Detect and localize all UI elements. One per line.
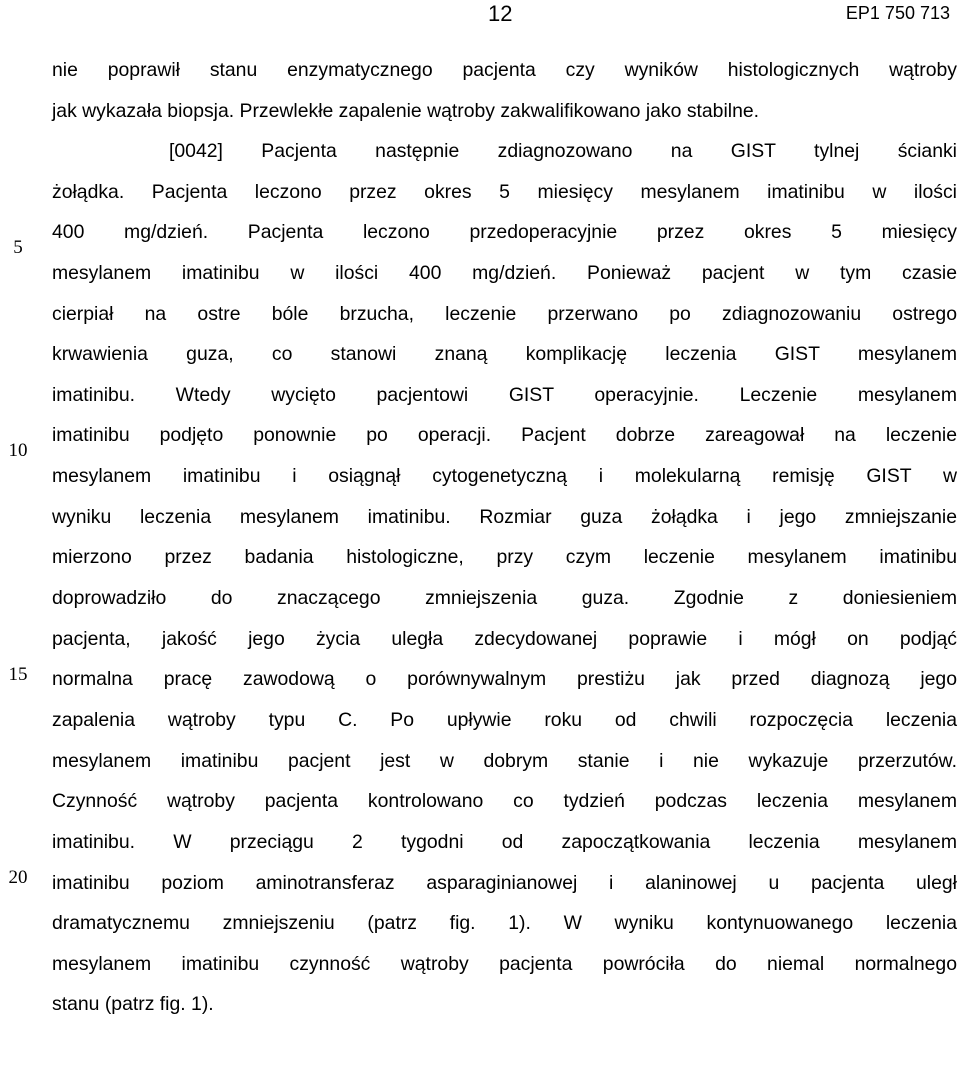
text-line: Czynność wątroby pacjenta kontrolowano co tydzień podczas leczenia mesylanem bbox=[52, 790, 957, 813]
document-id: EP1 750 713 bbox=[845, 3, 950, 23]
text-line: dramatycznemu zmniejszeniu (patrz fig. 1). W wyniku kontynuowanego leczenia bbox=[52, 912, 957, 935]
text-line: wyniku leczenia mesylanem imatinibu. Rozmiar guza żołądka i jego zmniejszanie bbox=[52, 505, 957, 528]
text-line: mesylanem imatinibu pacjent jest w dobrym stanie i nie wykazuje przerzutów. bbox=[52, 749, 957, 772]
text-line: nie poprawił stanu enzymatycznego pacjenta czy wyników histologicznych wątroby bbox=[52, 59, 957, 81]
line-number-15: 15 bbox=[8, 664, 28, 685]
text-line: stanu (patrz fig. 1). bbox=[52, 993, 214, 1016]
text-line: normalna pracę zawodową o porównywalnym prestiżu jak przed diagnozą jego bbox=[52, 668, 957, 691]
text-line: żołądka. Pacjenta leczono przez okres 5 miesięcy mesylanem imatinibu w ilości bbox=[52, 180, 957, 203]
text-line: imatinibu. Wtedy wycięto pacjentowi GIST operacyjnie. Leczenie mesylanem bbox=[52, 383, 957, 406]
text-line: imatinibu podjęto ponownie po operacji. Pacjent dobrze zareagował na leczenie bbox=[52, 424, 957, 447]
page-number: 12 bbox=[488, 1, 513, 26]
paragraph-0042 bbox=[52, 131, 957, 1025]
text-line: mierzono przez badania histologiczne, przy czym leczenie mesylanem imatinibu bbox=[52, 546, 957, 569]
text-line: mesylanem imatinibu w ilości 400 mg/dzień. Ponieważ pacjent w tym czasie bbox=[52, 261, 957, 284]
text-line: krwawienia guza, co stanowi znaną komplikację leczenia GIST mesylanem bbox=[52, 343, 957, 366]
text-line: imatinibu. W przeciągu 2 tygodni od zapoczątkowania leczenia mesylanem bbox=[52, 830, 957, 853]
text-line: [0042] Pacjenta następnie zdiagnozowano na GIST tylnej ścianki bbox=[169, 140, 957, 162]
text-line: 400 mg/dzień. Pacjenta leczono przedoperacyjnie przez okres 5 miesięcy bbox=[52, 221, 957, 244]
text-line: cierpiał na ostre bóle brzucha, leczenie przerwano po zdiagnozowaniu ostrego bbox=[52, 302, 957, 325]
paragraph-1 bbox=[52, 50, 957, 131]
text-line: doprowadziło do znaczącego zmniejszenia guza. Zgodnie z doniesieniem bbox=[52, 587, 957, 610]
text-line: imatinibu poziom aminotransferaz asparaginianowej i alaninowej u pacjenta uległ bbox=[52, 871, 957, 894]
text-line: mesylanem imatinibu czynność wątroby pacjenta powróciła do niemal normalnego bbox=[52, 952, 957, 975]
line-number-20: 20 bbox=[8, 867, 28, 888]
text-line: zapalenia wątroby typu C. Po upływie roku od chwili rozpoczęcia leczenia bbox=[52, 708, 957, 731]
line-number-5: 5 bbox=[13, 237, 23, 258]
line-number-10: 10 bbox=[8, 440, 28, 461]
text-line: jak wykazała biopsja. Przewlekłe zapalenie wątroby zakwalifikowano jako stabilne. bbox=[52, 99, 760, 122]
text-line: pacjenta, jakość jego życia uległa zdecydowanej poprawie i mógł on podjąć bbox=[52, 627, 957, 650]
text-line: mesylanem imatinibu i osiągnął cytogenetyczną i molekularną remisję GIST w bbox=[52, 465, 957, 488]
